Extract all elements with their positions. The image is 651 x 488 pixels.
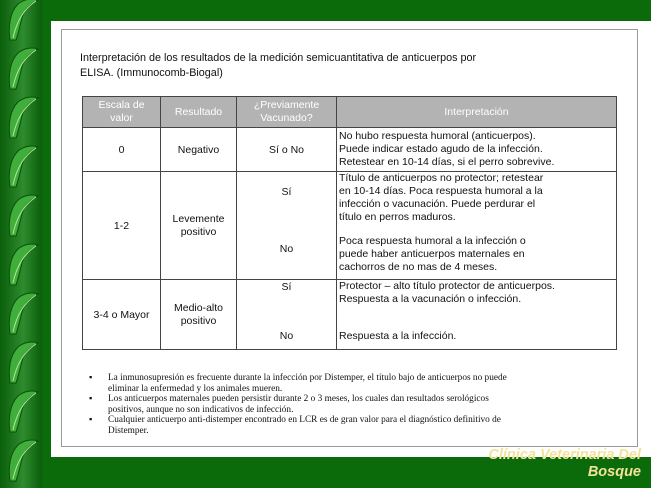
cell-scale: 3-4 o Mayor [83,280,161,350]
leaf-icon [4,192,40,238]
leaf-icon [4,45,40,91]
cell-result: Levemente positivo [161,172,237,280]
leaf-icon [4,0,40,42]
cell-result: Medio-alto positivo [161,280,237,350]
table-row [83,128,617,172]
list-item: ▪ Los anticuerpos maternales pueden persistir durante 2 o 3 meses, los cuales dan resultados serológicos positivos, aunque no son indicativos de infección. [89,394,489,415]
cell-interpretation: No hubo respuesta humoral (anticuerpos). Puede indicar estado agudo de la infección. Retestear en 10-14 días, si el perro sobrevive. [337,128,617,172]
list-item: ▪ Cualquier anticuerpo anti-distemper encontrado en LCR es de gran valor para el diagnóstico definitivo de Distemper. [89,415,501,436]
document-image [51,21,651,457]
header-vaccinated: ¿Previamente Vacunado? [237,97,337,128]
table-row [83,172,617,280]
cell-result: Negativo [161,128,237,172]
table-header-row [83,97,617,128]
document-title: Interpretación de los resultados de la medición semicuantitativa de anticuerpos por ELISA. (Immunocomb-Biogal) [80,52,477,79]
results-table [82,96,617,350]
leaf-icon [4,143,40,189]
notes-list [81,373,636,437]
table-row [83,280,617,350]
header-scale: Escala de valor [83,97,161,128]
cell-interpretation: Protector – alto título protector de anticuerpos. Respuesta a la vacunación o infección. Respuesta a la infección. [337,280,617,350]
footer-clinic-name: Clínica Veterinaria Del Bosque [488,447,641,480]
leaf-icon [4,437,40,483]
header-result: Resultado [161,97,237,128]
leaf-icon [4,241,40,287]
cell-scale: 1-2 [83,172,161,280]
cell-vaccinated: Sí No [237,280,337,350]
cell-vaccinated: Sí o No [237,128,337,172]
bullet-icon: ▪ [89,394,93,405]
cell-scale: 0 [83,128,161,172]
leaf-icon [4,290,40,336]
leaf-icon [4,94,40,140]
leaf-icon [4,339,40,385]
bullet-icon: ▪ [89,373,93,383]
list-item: ▪ La inmunosupresión es frecuente durante la infección por Distemper, el título bajo de anticuerpos no puede eliminar la enfermedad y los animales mueren. [89,373,507,394]
leaf-icon [4,388,40,434]
bullet-icon: ▪ [89,415,93,426]
header-interpretation: Interpretación [337,97,617,128]
cell-vaccinated: Sí No [237,172,337,280]
cell-interpretation: Título de anticuerpos no protector; retestear en 10-14 días. Poca respuesta humoral a la infección o vacunación. Puede perdurar el título en perros maduros. Poca respuesta humoral a la infección o puede haber anticuerpos maternales en cachorros de no mas de 4 meses. [337,172,617,280]
